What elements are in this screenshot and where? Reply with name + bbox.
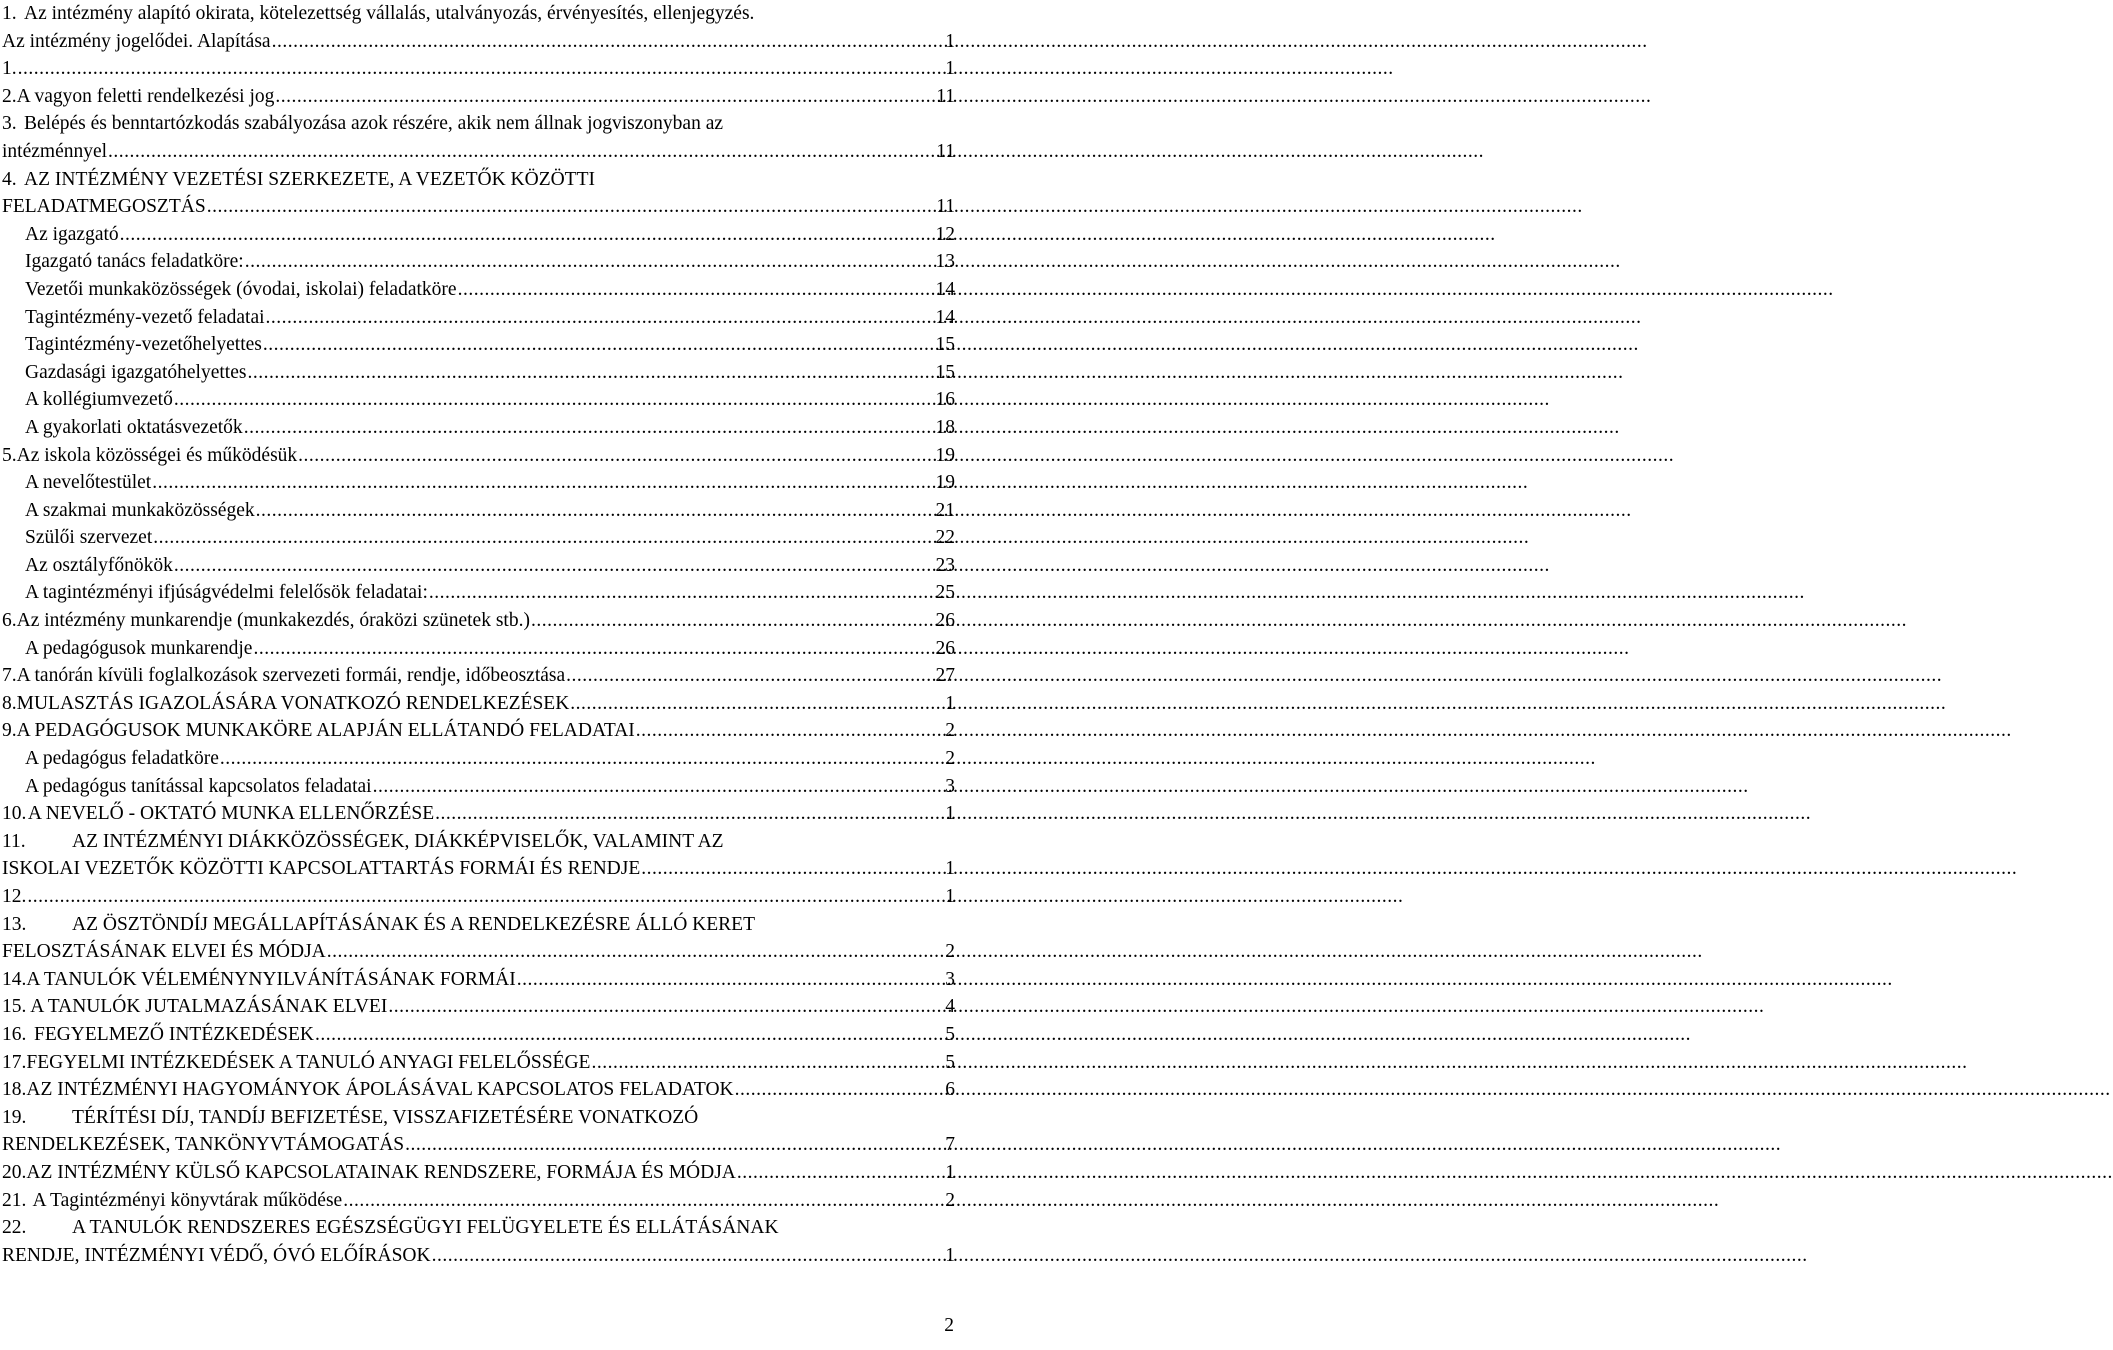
toc-entry-line	[25, 331, 955, 359]
toc-entry-number: 7.	[2, 665, 17, 687]
toc-entry-title-line-1	[2, 911, 955, 939]
toc-entry-title: Igazgató tanács feladatköre:	[25, 251, 244, 273]
toc-entry[interactable]	[0, 911, 960, 966]
toc-entry[interactable]	[0, 497, 960, 525]
toc-entry[interactable]	[0, 524, 960, 552]
toc-entry-line	[2, 662, 955, 690]
toc-dot-leader	[108, 138, 934, 166]
toc-entry-page-number: 1	[945, 30, 955, 52]
toc-dot-leader	[405, 1131, 943, 1159]
toc-entry-number: 8.	[2, 692, 17, 714]
toc-dot-leader	[315, 1021, 943, 1049]
toc-entry-title: AZ INTÉZMÉNY KÜLSŐ KAPCSOLATAINAK RENDSZERE, FORMÁJA ÉS MÓDJA	[26, 1161, 736, 1183]
toc-entry-number: 14.	[2, 968, 27, 990]
toc-entry-title: AZ ÖSZTÖNDÍJ MEGÁLLAPÍTÁSÁNAK ÉS A RENDELKEZÉSRE ÁLLÓ KERET	[72, 913, 756, 935]
toc-entry-line	[2, 800, 955, 828]
toc-entry[interactable]	[0, 800, 960, 828]
toc-entry-title: Gazdasági igazgatóhelyettes	[25, 361, 247, 383]
toc-entry-title: A tagintézményi ifjúságvédelmi felelősök feladatai:	[25, 582, 428, 604]
toc-entry-number: 12.	[2, 886, 27, 907]
toc-entry-number: 13.	[2, 913, 27, 935]
toc-entry-number: 9.	[2, 720, 17, 742]
toc-entry-line	[2, 138, 955, 166]
toc-entry-title-line-2: Az intézmény jogelődei. Alapítása	[2, 30, 271, 52]
toc-entry-page-number: 3	[945, 968, 955, 990]
toc-entry-number: 19.	[2, 1106, 27, 1128]
toc-dot-leader	[266, 304, 934, 332]
toc-entry-number: 20.	[2, 1161, 27, 1183]
toc-entry-page-number: 13	[935, 251, 955, 273]
toc-dot-leader	[435, 800, 943, 828]
toc-entry-line	[25, 469, 955, 497]
toc-entry-page-number: 14	[935, 278, 955, 300]
toc-entry-title: Az igazgató	[25, 223, 119, 245]
toc-entry-title-line-1	[2, 110, 955, 138]
toc-dot-leader	[373, 773, 944, 801]
toc-entry-line	[25, 276, 955, 304]
table-of-contents	[0, 0, 960, 1269]
toc-entry-line	[2, 83, 955, 111]
toc-entry-line	[25, 414, 955, 442]
toc-entry[interactable]	[0, 359, 960, 387]
toc-entry-page-number: 1	[945, 692, 955, 714]
toc-entry-title: A pedagógus tanítással kapcsolatos feladatai	[25, 775, 372, 797]
toc-entry-line	[25, 221, 955, 249]
toc-dot-leader	[531, 607, 934, 635]
toc-entry[interactable]	[0, 166, 960, 221]
toc-entry-title: FEGYELMEZŐ INTÉZKEDÉSEK	[33, 1023, 314, 1045]
toc-entry[interactable]	[0, 607, 960, 635]
toc-entry-title: Szülői szervezet	[25, 527, 153, 549]
toc-entry-title: Tagintézmény-vezetőhelyettes	[25, 334, 262, 356]
toc-entry-page-number: 2	[945, 1189, 955, 1211]
toc-dot-leader	[517, 966, 944, 994]
toc-entry[interactable]	[0, 110, 960, 165]
toc-entry-page-number: 12	[935, 223, 955, 245]
toc-entry-title-line-2: FELOSZTÁSÁNAK ELVEI ÉS MÓDJA	[2, 941, 326, 963]
toc-entry[interactable]	[0, 1049, 960, 1077]
toc-entry-number: 2.	[2, 85, 17, 107]
toc-dot-leader	[735, 1076, 944, 1104]
toc-entry-page-number: 4	[945, 996, 955, 1018]
toc-entry-number: 16.	[2, 1023, 27, 1045]
toc-entry-page-number: 1	[945, 1161, 955, 1183]
toc-entry-title-line-1	[2, 1214, 955, 1242]
toc-dot-leader	[220, 745, 943, 773]
toc-entry[interactable]	[0, 883, 960, 911]
toc-dot-leader	[244, 414, 934, 442]
toc-entry-title: AZ INTÉZMÉNYI HAGYOMÁNYOK ÁPOLÁSÁVAL KAPCSOLATOS FELADATOK	[26, 1079, 734, 1101]
toc-entry-number: 3.	[2, 113, 17, 135]
toc-entry-title: A nevelőtestület	[25, 472, 152, 494]
toc-entry-page-number: 5	[945, 1051, 955, 1073]
toc-entry-number: 17.	[2, 1051, 27, 1073]
toc-dot-leader	[253, 635, 933, 663]
toc-entry-line	[2, 1187, 955, 1215]
toc-entry-title: A TANULÓK VÉLEMÉNYNYILVÁNÍTÁSÁNAK FORMÁI	[26, 968, 516, 990]
toc-entry-page-number: 3	[945, 775, 955, 797]
toc-entry-page-number: 25	[935, 582, 955, 604]
toc-entry-page-number: 21	[935, 499, 955, 521]
toc-entry[interactable]	[0, 662, 960, 690]
toc-entry-title: MULASZTÁS IGAZOLÁSÁRA VONATKOZÓ RENDELKEZÉSEK	[16, 692, 570, 714]
toc-entry-title: Vezetői munkaközösségek (óvodai, iskolai) feladatköre	[25, 278, 457, 300]
toc-entry-page-number: 27	[935, 665, 955, 687]
toc-entry-number: 6.	[2, 610, 17, 632]
toc-entry-title: A TANULÓK RENDSZERES EGÉSZSÉGÜGYI FELÜGYELETE ÉS ELLÁTÁSÁNAK	[72, 1217, 779, 1239]
toc-entry-title: Az iskola közösségei és működésük	[16, 444, 298, 466]
toc-entry[interactable]	[0, 221, 960, 249]
toc-entry-page-number: 1	[945, 886, 955, 907]
toc-dot-leader	[256, 497, 934, 525]
toc-dot-leader	[207, 193, 935, 221]
toc-entry-page-number: 19	[935, 444, 955, 466]
toc-entry-line	[2, 55, 955, 83]
toc-entry[interactable]	[0, 1187, 960, 1215]
toc-entry-page-number: 7	[945, 1134, 955, 1156]
toc-dot-leader	[641, 855, 943, 883]
toc-dot-leader	[566, 662, 933, 690]
toc-dot-leader	[388, 993, 943, 1021]
toc-entry[interactable]	[0, 745, 960, 773]
toc-entry-title: Tagintézmény-vezető feladatai	[25, 306, 265, 328]
toc-entry-title: A vagyon feletti rendelkezési jog	[16, 85, 275, 107]
toc-entry-line	[2, 883, 955, 911]
toc-entry-title-line-1	[2, 166, 955, 194]
toc-entry[interactable]	[0, 1214, 960, 1269]
toc-entry-page-number: 1	[945, 1244, 955, 1266]
toc-entry-number: 4.	[2, 168, 17, 190]
toc-dot-leader	[298, 442, 933, 470]
toc-entry-line	[25, 524, 955, 552]
toc-entry-page-number: 19	[935, 472, 955, 494]
toc-entry-number: 5.	[2, 444, 17, 466]
toc-entry-title: A NEVELŐ - OKTATÓ MUNKA ELLENŐRZÉSE	[27, 803, 435, 825]
toc-entry[interactable]	[0, 1021, 960, 1049]
toc-entry[interactable]	[0, 55, 960, 83]
toc-entry-number: 11.	[2, 830, 26, 852]
toc-dot-leader	[636, 717, 943, 745]
toc-entry-page-number: 26	[935, 637, 955, 659]
toc-entry[interactable]	[0, 1159, 960, 1187]
toc-entry-page-number: 2	[945, 941, 955, 963]
toc-dot-leader	[120, 221, 934, 249]
toc-dot-leader	[343, 1187, 943, 1215]
toc-entry[interactable]	[0, 552, 960, 580]
toc-dot-leader	[245, 248, 934, 276]
toc-dot-leader	[263, 331, 934, 359]
toc-entry-line	[25, 497, 955, 525]
toc-entry[interactable]	[0, 1104, 960, 1159]
toc-dot-leader	[429, 579, 934, 607]
toc-entry-title: Belépés és benntartózkodás szabályozása azok részére, akik nem állnak jogviszonyban az	[24, 113, 724, 135]
toc-entry-line	[25, 773, 955, 801]
toc-entry-page-number: 15	[935, 334, 955, 356]
toc-entry-title: A kollégiumvezető	[25, 389, 173, 411]
toc-entry-line	[25, 248, 955, 276]
toc-dot-leader	[570, 690, 943, 718]
toc-entry[interactable]	[0, 828, 960, 883]
toc-entry-page-number: 1	[945, 58, 955, 80]
toc-entry-number: 1.	[2, 58, 17, 80]
toc-entry[interactable]	[0, 414, 960, 442]
toc-entry-title: AZ INTÉZMÉNYI DIÁKKÖZÖSSÉGEK, DIÁKKÉPVISELŐK, VALAMINT AZ	[72, 830, 724, 852]
toc-entry[interactable]	[0, 993, 960, 1021]
toc-entry-line	[25, 359, 955, 387]
toc-entry-title: A Tagintézményi könyvtárak működése	[32, 1189, 343, 1211]
toc-entry-line	[2, 1159, 955, 1187]
toc-entry-line	[2, 855, 955, 883]
toc-entry-line	[2, 193, 955, 221]
toc-entry-line	[2, 1049, 955, 1077]
toc-entry[interactable]	[0, 579, 960, 607]
toc-entry-page-number: 22	[935, 527, 955, 549]
toc-entry-page-number: 1	[945, 803, 955, 825]
toc-entry-page-number: 11	[936, 140, 955, 162]
toc-dot-leader	[27, 883, 943, 911]
toc-dot-leader	[327, 938, 944, 966]
toc-entry-title: TÉRÍTÉSI DÍJ, TANDÍJ BEFIZETÉSE, VISSZAFIZETÉSÉRE VONATKOZÓ	[72, 1106, 699, 1128]
toc-entry-number: 22.	[2, 1217, 27, 1239]
toc-entry-page-number: 16	[935, 389, 955, 411]
toc-dot-leader	[152, 469, 933, 497]
toc-entry-title: A szakmai munkaközösségek	[25, 499, 255, 521]
toc-entry-page-number: 11	[936, 196, 955, 218]
toc-entry[interactable]	[0, 276, 960, 304]
toc-entry[interactable]	[0, 1076, 960, 1104]
toc-entry-line	[25, 304, 955, 332]
toc-entry-title: A pedagógus feladatköre	[25, 748, 219, 770]
toc-entry-title-line-2: RENDJE, INTÉZMÉNYI VÉDŐ, ÓVÓ ELŐÍRÁSOK	[2, 1244, 431, 1266]
toc-entry-title-line-2: ISKOLAI VEZETŐK KÖZÖTTI KAPCSOLATTARTÁS FORMÁI ÉS RENDJE	[2, 858, 641, 880]
toc-entry-title-line-2: intézménnyel	[2, 140, 108, 162]
toc-entry-page-number: 15	[935, 361, 955, 383]
toc-entry[interactable]	[0, 331, 960, 359]
toc-entry[interactable]	[0, 83, 960, 111]
toc-entry-page-number: 5	[945, 1023, 955, 1045]
toc-entry-line	[25, 635, 955, 663]
toc-entry-title-line-2: FELADATMEGOSZTÁS	[2, 196, 206, 218]
toc-entry-title: AZ INTÉZMÉNY VEZETÉSI SZERKEZETE, A VEZETŐK KÖZÖTTI	[24, 168, 596, 190]
toc-dot-leader	[153, 524, 933, 552]
toc-entry-title-line-1	[2, 1104, 955, 1132]
toc-entry-title: FEGYELMI INTÉZKEDÉSEK A TANULÓ ANYAGI FELELŐSSÉGE	[26, 1051, 591, 1073]
toc-dot-leader	[432, 1242, 944, 1270]
toc-dot-leader	[247, 359, 933, 387]
toc-entry-line	[2, 1076, 955, 1104]
toc-entry-page-number: 11	[936, 85, 955, 107]
toc-entry-line	[2, 1021, 955, 1049]
toc-entry-line	[2, 28, 955, 56]
page-number: 2	[944, 1315, 954, 1336]
toc-entry-page-number: 2	[945, 748, 955, 770]
toc-entry-title-line-1	[2, 828, 955, 856]
toc-entry-title: A PEDAGÓGUSOK MUNKAKÖRE ALAPJÁN ELLÁTANDÓ FELADATAI	[16, 720, 635, 742]
toc-entry-line	[2, 1131, 955, 1159]
toc-entry-number: 15.	[2, 996, 27, 1018]
toc-dot-leader	[458, 276, 934, 304]
toc-entry-page-number: 14	[935, 306, 955, 328]
toc-entry[interactable]	[0, 690, 960, 718]
toc-entry[interactable]	[0, 386, 960, 414]
toc-entry-page-number: 1	[945, 858, 955, 880]
toc-entry-line	[25, 386, 955, 414]
toc-entry-page-number: 23	[935, 554, 955, 576]
toc-entry[interactable]	[0, 635, 960, 663]
toc-entry-page-number: 6	[945, 1079, 955, 1101]
toc-entry-line	[2, 442, 955, 470]
toc-entry[interactable]	[0, 248, 960, 276]
toc-entry-line	[2, 966, 955, 994]
toc-entry-title: A pedagógusok munkarendje	[25, 637, 253, 659]
toc-entry-page-number: 26	[935, 610, 955, 632]
toc-entry-line	[2, 607, 955, 635]
toc-dot-leader	[174, 386, 934, 414]
toc-entry-number: 10.	[2, 803, 27, 825]
toc-entry-line	[2, 1242, 955, 1270]
toc-entry-title-line-2: RENDELKEZÉSEK, TANKÖNYVTÁMOGATÁS	[2, 1134, 405, 1156]
toc-entry[interactable]	[0, 966, 960, 994]
toc-entry-line	[2, 717, 955, 745]
toc-dot-leader	[174, 552, 934, 580]
toc-entry-title: Az intézmény munkarendje (munkakezdés, óraközi szünetek stb.)	[16, 610, 530, 632]
toc-entry-title: Az osztályfőnökök	[25, 554, 173, 576]
toc-entry-line	[25, 745, 955, 773]
toc-entry-line	[25, 579, 955, 607]
toc-entry-line	[2, 938, 955, 966]
toc-entry[interactable]	[0, 0, 960, 55]
toc-entry[interactable]	[0, 773, 960, 801]
toc-entry-number: 21.	[2, 1189, 27, 1211]
toc-entry[interactable]	[0, 442, 960, 470]
toc-entry-title: A gyakorlati oktatásvezetők	[25, 416, 243, 438]
toc-entry-title: A tanórán kívüli foglalkozások szervezeti formái, rendje, időbeosztása	[16, 665, 566, 687]
toc-dot-leader	[275, 83, 934, 111]
toc-entry-number: 18.	[2, 1079, 27, 1101]
toc-entry[interactable]	[0, 469, 960, 497]
toc-entry-title: A TANULÓK JUTALMAZÁSÁNAK ELVEI	[30, 996, 388, 1018]
toc-entry[interactable]	[0, 304, 960, 332]
toc-entry-page-number: 2	[945, 720, 955, 742]
toc-entry-line	[25, 552, 955, 580]
toc-entry[interactable]	[0, 717, 960, 745]
toc-dot-leader	[737, 1159, 943, 1187]
toc-dot-leader	[272, 28, 944, 56]
toc-entry-page-number: 18	[935, 416, 955, 438]
toc-entry-title: Az intézmény alapító okirata, kötelezettség vállalás, utalványozás, érvényesítés, ellenjegyzés.	[24, 3, 755, 24]
toc-entry-line	[2, 993, 955, 1021]
toc-dot-leader	[18, 55, 944, 83]
toc-entry-title-line-1	[2, 0, 955, 28]
toc-entry-line	[2, 690, 955, 718]
toc-dot-leader	[591, 1049, 943, 1077]
toc-entry-number: 1.	[2, 3, 17, 24]
